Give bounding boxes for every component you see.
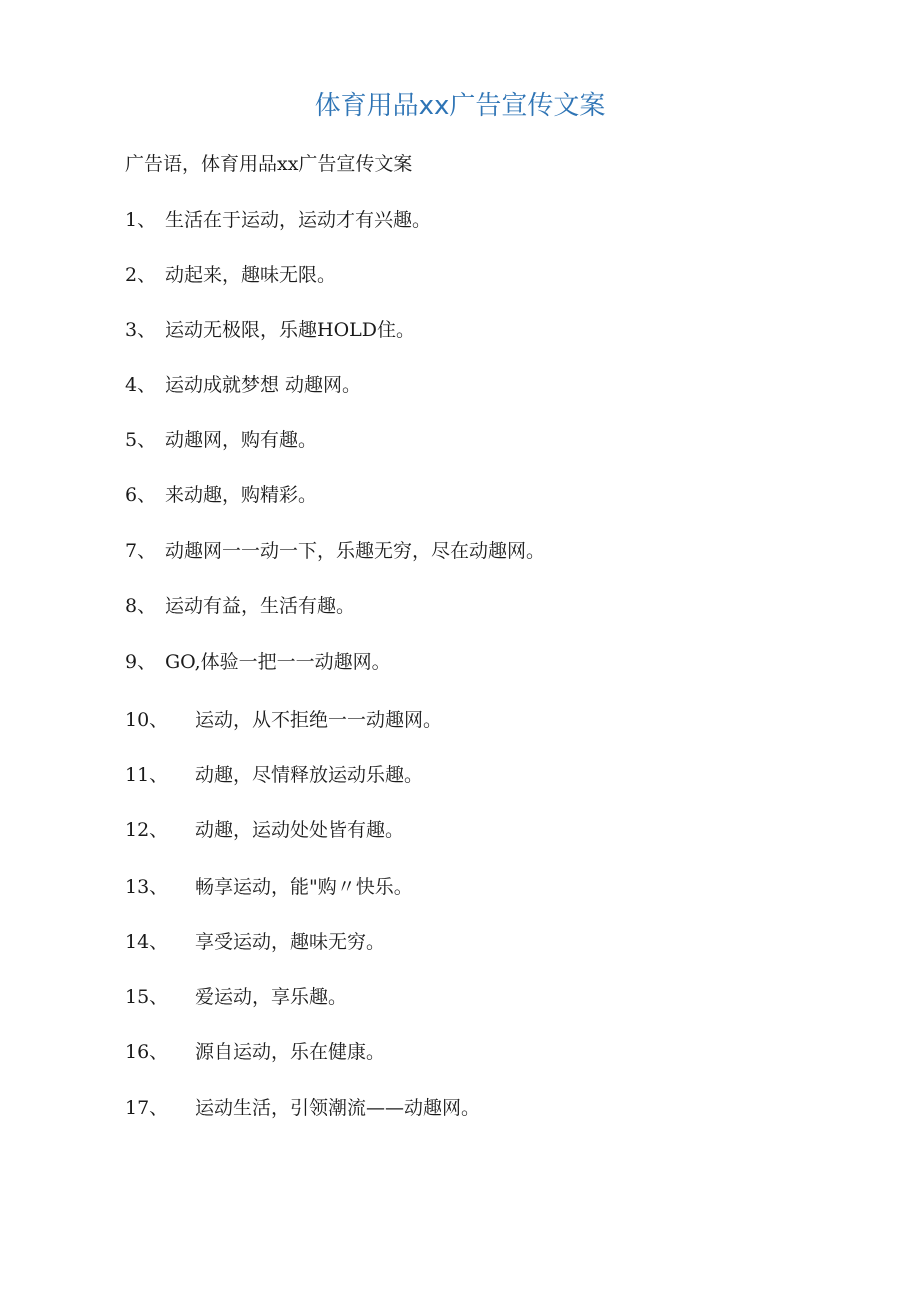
item-number: 17、 (125, 1097, 169, 1119)
item-text: 运动成就梦想 动趣网。 (165, 374, 362, 396)
list-item (125, 1036, 385, 1068)
item-text: 运动，从不拒绝一一动趣网。 (195, 709, 443, 731)
item-number: 1、 (125, 209, 157, 231)
list-item (125, 981, 347, 1013)
item-text: 动趣网一一动一下，乐趣无穷，尽在动趣网。 (165, 540, 546, 562)
list-item (125, 204, 431, 236)
list-item (125, 926, 385, 958)
item-text: 源自运动，乐在健康。 (195, 1041, 386, 1063)
list-item (125, 535, 545, 567)
item-number: 3、 (125, 319, 157, 341)
item-text: 来动趣，购精彩。 (165, 484, 318, 506)
list-item (125, 314, 415, 346)
item-number: 14、 (125, 931, 169, 953)
item-number: 2、 (125, 264, 157, 286)
item-text: 运动生活，引领潮流——动趣网。 (195, 1097, 481, 1119)
item-number: 15、 (125, 986, 169, 1008)
item-text: 生活在于运动，运动才有兴趣。 (165, 209, 432, 231)
list-item (125, 759, 423, 791)
intro-line: 广告语，体育用品xx广告宣传文案 (125, 153, 413, 175)
item-text: 动趣网，购有趣。 (165, 429, 318, 451)
list-item (125, 814, 404, 846)
item-number: 9、 (125, 651, 157, 673)
item-text: 动趣，运动处处皆有趣。 (195, 819, 405, 841)
item-number: 16、 (125, 1041, 169, 1063)
list-item (125, 424, 317, 456)
list-item (125, 871, 413, 903)
item-number: 4、 (125, 374, 157, 396)
item-text: GO,体验一把一一动趣网。 (165, 651, 391, 673)
item-number: 6、 (125, 484, 157, 506)
item-number: 10、 (125, 709, 169, 731)
document-title: 体育用品xx广告宣传文案 (314, 91, 606, 121)
list-item (125, 704, 442, 736)
item-text: 动起来，趣味无限。 (165, 264, 337, 286)
item-number: 7、 (125, 540, 157, 562)
item-number: 11、 (125, 764, 169, 786)
item-text: 享受运动，趣味无穷。 (195, 931, 386, 953)
list-item (125, 646, 391, 678)
item-number: 5、 (125, 429, 157, 451)
item-text: 动趣，尽情释放运动乐趣。 (195, 764, 424, 786)
item-number: 13、 (125, 876, 169, 898)
item-text: 畅享运动，能"购〃快乐。 (195, 876, 413, 898)
list-item (125, 590, 355, 622)
list-item (125, 479, 317, 511)
item-number: 12、 (125, 819, 169, 841)
item-text: 运动无极限，乐趣HOLD住。 (165, 319, 415, 341)
item-text: 爱运动，享乐趣。 (195, 986, 348, 1008)
item-number: 8、 (125, 595, 157, 617)
list-item (125, 259, 336, 291)
list-item (125, 369, 361, 401)
list-item (125, 1092, 480, 1124)
item-text: 运动有益，生活有趣。 (165, 595, 356, 617)
